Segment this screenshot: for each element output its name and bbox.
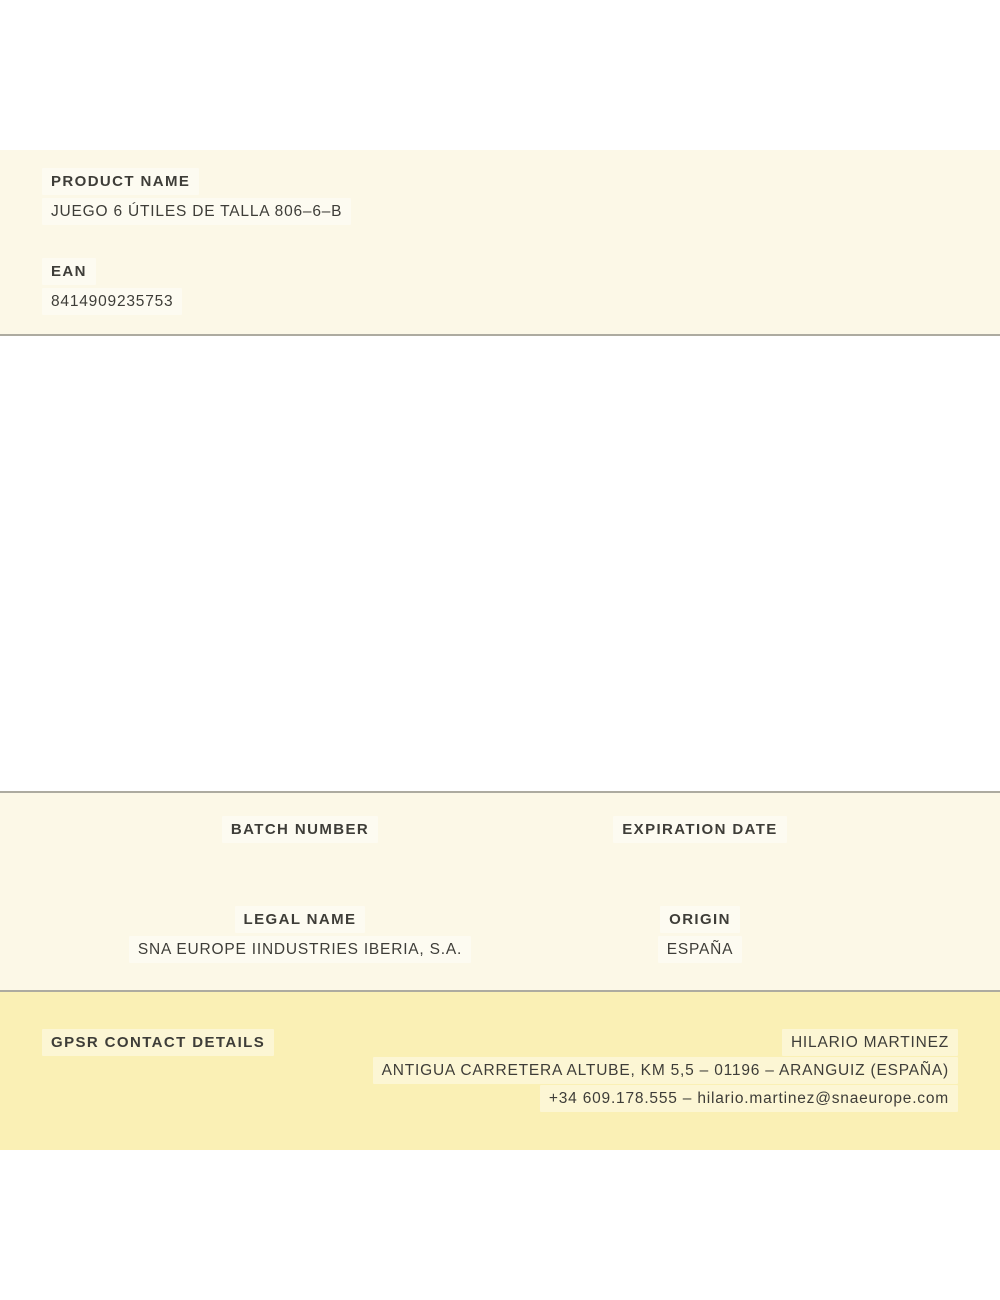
expiration-date-column bbox=[500, 819, 900, 841]
product-identity-section bbox=[0, 150, 1000, 336]
legal-name-label-text: LEGAL NAME bbox=[235, 906, 366, 933]
gpsr-contact-address-text: ANTIGUA CARRETERA ALTUBE, KM 5,5 – 01196 – ARANGUIZ (ESPAÑA) bbox=[373, 1057, 958, 1084]
expiration-date-label-text: EXPIRATION DATE bbox=[613, 816, 786, 843]
origin-label-text: ORIGIN bbox=[660, 906, 740, 933]
ean-label bbox=[51, 261, 949, 283]
gpsr-contact-phone-email-text: +34 609.178.555 – hilario.martinez@snaeurope.com bbox=[540, 1085, 958, 1112]
origin-column bbox=[500, 909, 900, 961]
traceability-labels-row bbox=[100, 819, 900, 841]
gpsr-header-row bbox=[51, 1032, 949, 1054]
origin-label bbox=[500, 909, 900, 931]
batch-number-label bbox=[100, 819, 500, 841]
ean-value-text: 8414909235753 bbox=[42, 288, 182, 315]
legal-name-value bbox=[100, 939, 500, 961]
gpsr-contact-phone-email bbox=[51, 1088, 949, 1110]
product-name-label-text: PRODUCT NAME bbox=[42, 168, 199, 195]
product-name-label bbox=[51, 171, 949, 193]
ean-label-text: EAN bbox=[42, 258, 96, 285]
product-name-value bbox=[51, 201, 949, 223]
origin-value bbox=[500, 939, 900, 961]
batch-number-label-text: BATCH NUMBER bbox=[222, 816, 378, 843]
gpsr-contact-section bbox=[0, 992, 1000, 1150]
batch-number-column bbox=[100, 819, 500, 841]
ean-value bbox=[51, 291, 949, 313]
gpsr-contact-name-text: HILARIO MARTINEZ bbox=[782, 1029, 958, 1056]
legal-name-label bbox=[100, 909, 500, 931]
gpsr-contact-label-text: GPSR CONTACT DETAILS bbox=[42, 1029, 274, 1056]
traceability-section bbox=[0, 791, 1000, 992]
product-name-value-text: JUEGO 6 ÚTILES DE TALLA 806–6–B bbox=[42, 198, 351, 225]
origin-value-text: ESPAÑA bbox=[658, 936, 743, 963]
legal-name-column bbox=[100, 909, 500, 961]
product-name-field bbox=[51, 171, 949, 223]
ean-field bbox=[51, 261, 949, 313]
gpsr-contact-label bbox=[51, 1032, 265, 1054]
legal-origin-row bbox=[100, 909, 900, 961]
gpsr-contact-address bbox=[51, 1060, 949, 1082]
legal-name-value-text: SNA EUROPE IINDUSTRIES IBERIA, S.A. bbox=[129, 936, 471, 963]
gpsr-contact-name bbox=[791, 1032, 949, 1054]
expiration-date-label bbox=[500, 819, 900, 841]
